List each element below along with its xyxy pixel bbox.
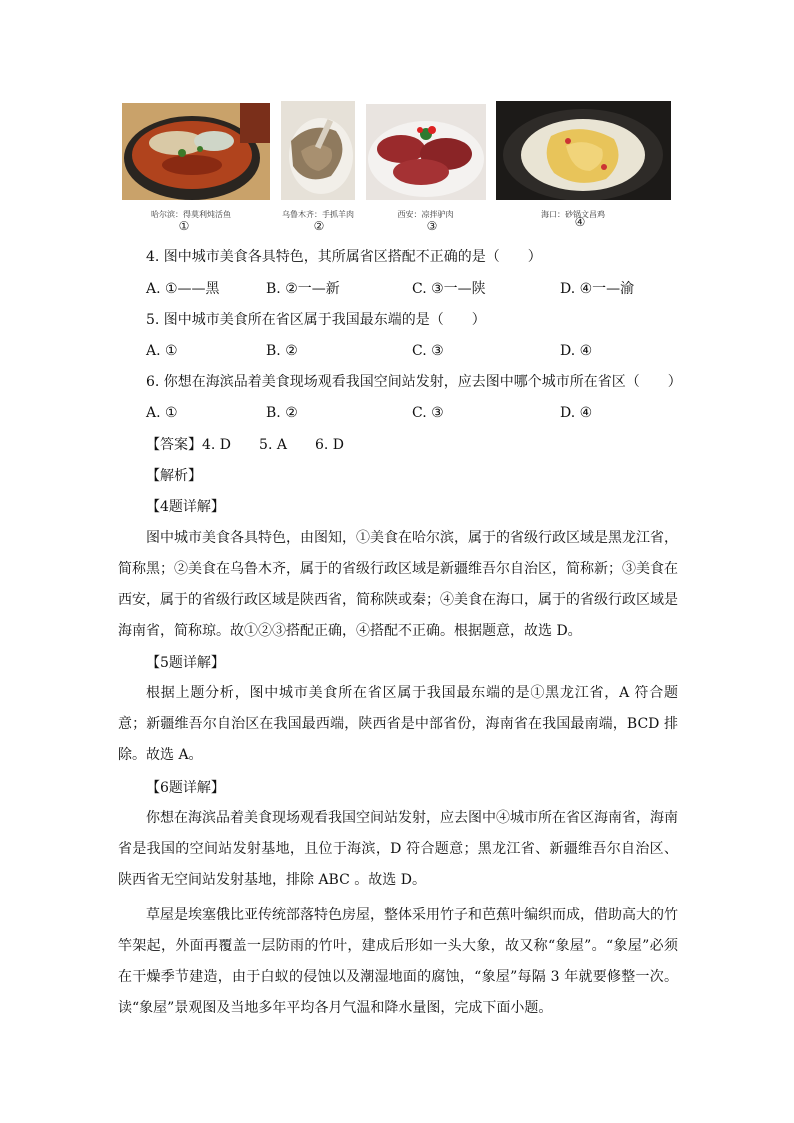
analysis-title: 【解析】 — [146, 468, 202, 484]
question-6-option-d: D. ④ — [560, 405, 593, 421]
q5-detail-title: 【5题详解】 — [146, 655, 225, 671]
question-4-option-d: D. ④一—渝 — [560, 281, 635, 297]
question-5-option-a: A. ① — [146, 343, 178, 359]
photo-donkey-meat — [366, 104, 486, 200]
q4-detail-paragraph: 图中城市美食各具特色，由图知，①美食在哈尔滨，属于的省级行政区域是黑龙江省，简称黑；②美食在乌鲁木齐，属于的省级行政区域是新疆维吾尔自治区，简称新；③美食在西安，属于的省级行政区域是陕西省，简称陕或秦；④美食在海口，属于的省级行政区域是海南省，简称琼。故①②③搭配正确，④搭配不正确。根据题意，故选 D。 — [118, 530, 678, 639]
caption-number-4: ④ — [574, 215, 586, 229]
photo-wenchang-chicken — [496, 101, 671, 200]
q5-detail-paragraph: 根据上题分析，图中城市美食所在省区属于我国最东端的是①黑龙江省，A 符合题意；新疆维吾尔自治区在我国最西端，陕西省是中部省份，海南省在我国最南端，BCD 排除。故选 A。 — [118, 685, 678, 763]
caption-number-1: ① — [178, 219, 190, 233]
photo-mutton — [281, 101, 355, 200]
question-4-option-b: B. ②一—新 — [266, 281, 340, 297]
fish-stew-image — [122, 103, 270, 200]
question-4-option-c: C. ③一—陕 — [412, 281, 486, 297]
caption-number-2: ② — [313, 219, 325, 233]
question-6-stem: 6. 你想在海滨品着美食现场观看我国空间站发射，应去图中哪个城市所在省区（ ） — [146, 374, 682, 390]
question-6-option-b: B. ② — [266, 405, 298, 421]
question-4-option-a: A. ①——黑 — [146, 281, 220, 297]
caption-number-3: ③ — [426, 219, 438, 233]
caption-1: 哈尔滨：得莫利炖活鱼 — [151, 210, 231, 219]
caption-4: 海口：砂锅文昌鸡 — [541, 210, 605, 219]
question-6-option-a: A. ① — [146, 405, 178, 421]
q6-detail-title: 【6题详解】 — [146, 780, 225, 796]
q4-detail-title: 【4题详解】 — [146, 499, 225, 515]
question-5-option-c: C. ③ — [412, 343, 444, 359]
question-4-stem: 4. 图中城市美食各具特色，其所属省区搭配不正确的是（ ） — [146, 249, 542, 265]
mutton-image — [281, 101, 355, 200]
q6-detail-paragraph: 你想在海滨品着美食现场观看我国空间站发射，应去图中④城市所在省区海南省，海南省是我国的空间站发射基地，且位于海滨，D 符合题意；黑龙江省、新疆维吾尔自治区、陕西省无空间站发射基地，排除 ABC 。故选 D。 — [118, 810, 678, 888]
chicken-image — [496, 101, 671, 200]
caption-3: 西安：凉拌驴肉 — [397, 210, 454, 219]
donkey-meat-image — [366, 104, 486, 200]
question-5-option-d: D. ④ — [560, 343, 593, 359]
answer-line: 【答案】4. D 5. A 6. D — [146, 437, 344, 453]
elephant-house-intro-paragraph: 草屋是埃塞俄比亚传统部落特色房屋，整体采用竹子和芭蕉叶编织而成，借助高大的竹竿架起，外面再覆盖一层防雨的竹叶，建成后形如一头大象，故又称“象屋”。“象屋”必须在干燥季节建造，由于白蚁的侵蚀以及潮湿地面的腐蚀，“象屋”每隔 3 年就要修整一次。读“象屋”景观图及当地多年平均各月气温和降水量图，完成下面小题。 — [118, 907, 678, 1016]
question-5-option-b: B. ② — [266, 343, 298, 359]
caption-2: 乌鲁木齐：手抓羊肉 — [282, 210, 354, 219]
photo-fish-stew — [122, 103, 270, 200]
question-6-option-c: C. ③ — [412, 405, 444, 421]
question-5-stem: 5. 图中城市美食所在省区属于我国最东端的是（ ） — [146, 312, 486, 328]
